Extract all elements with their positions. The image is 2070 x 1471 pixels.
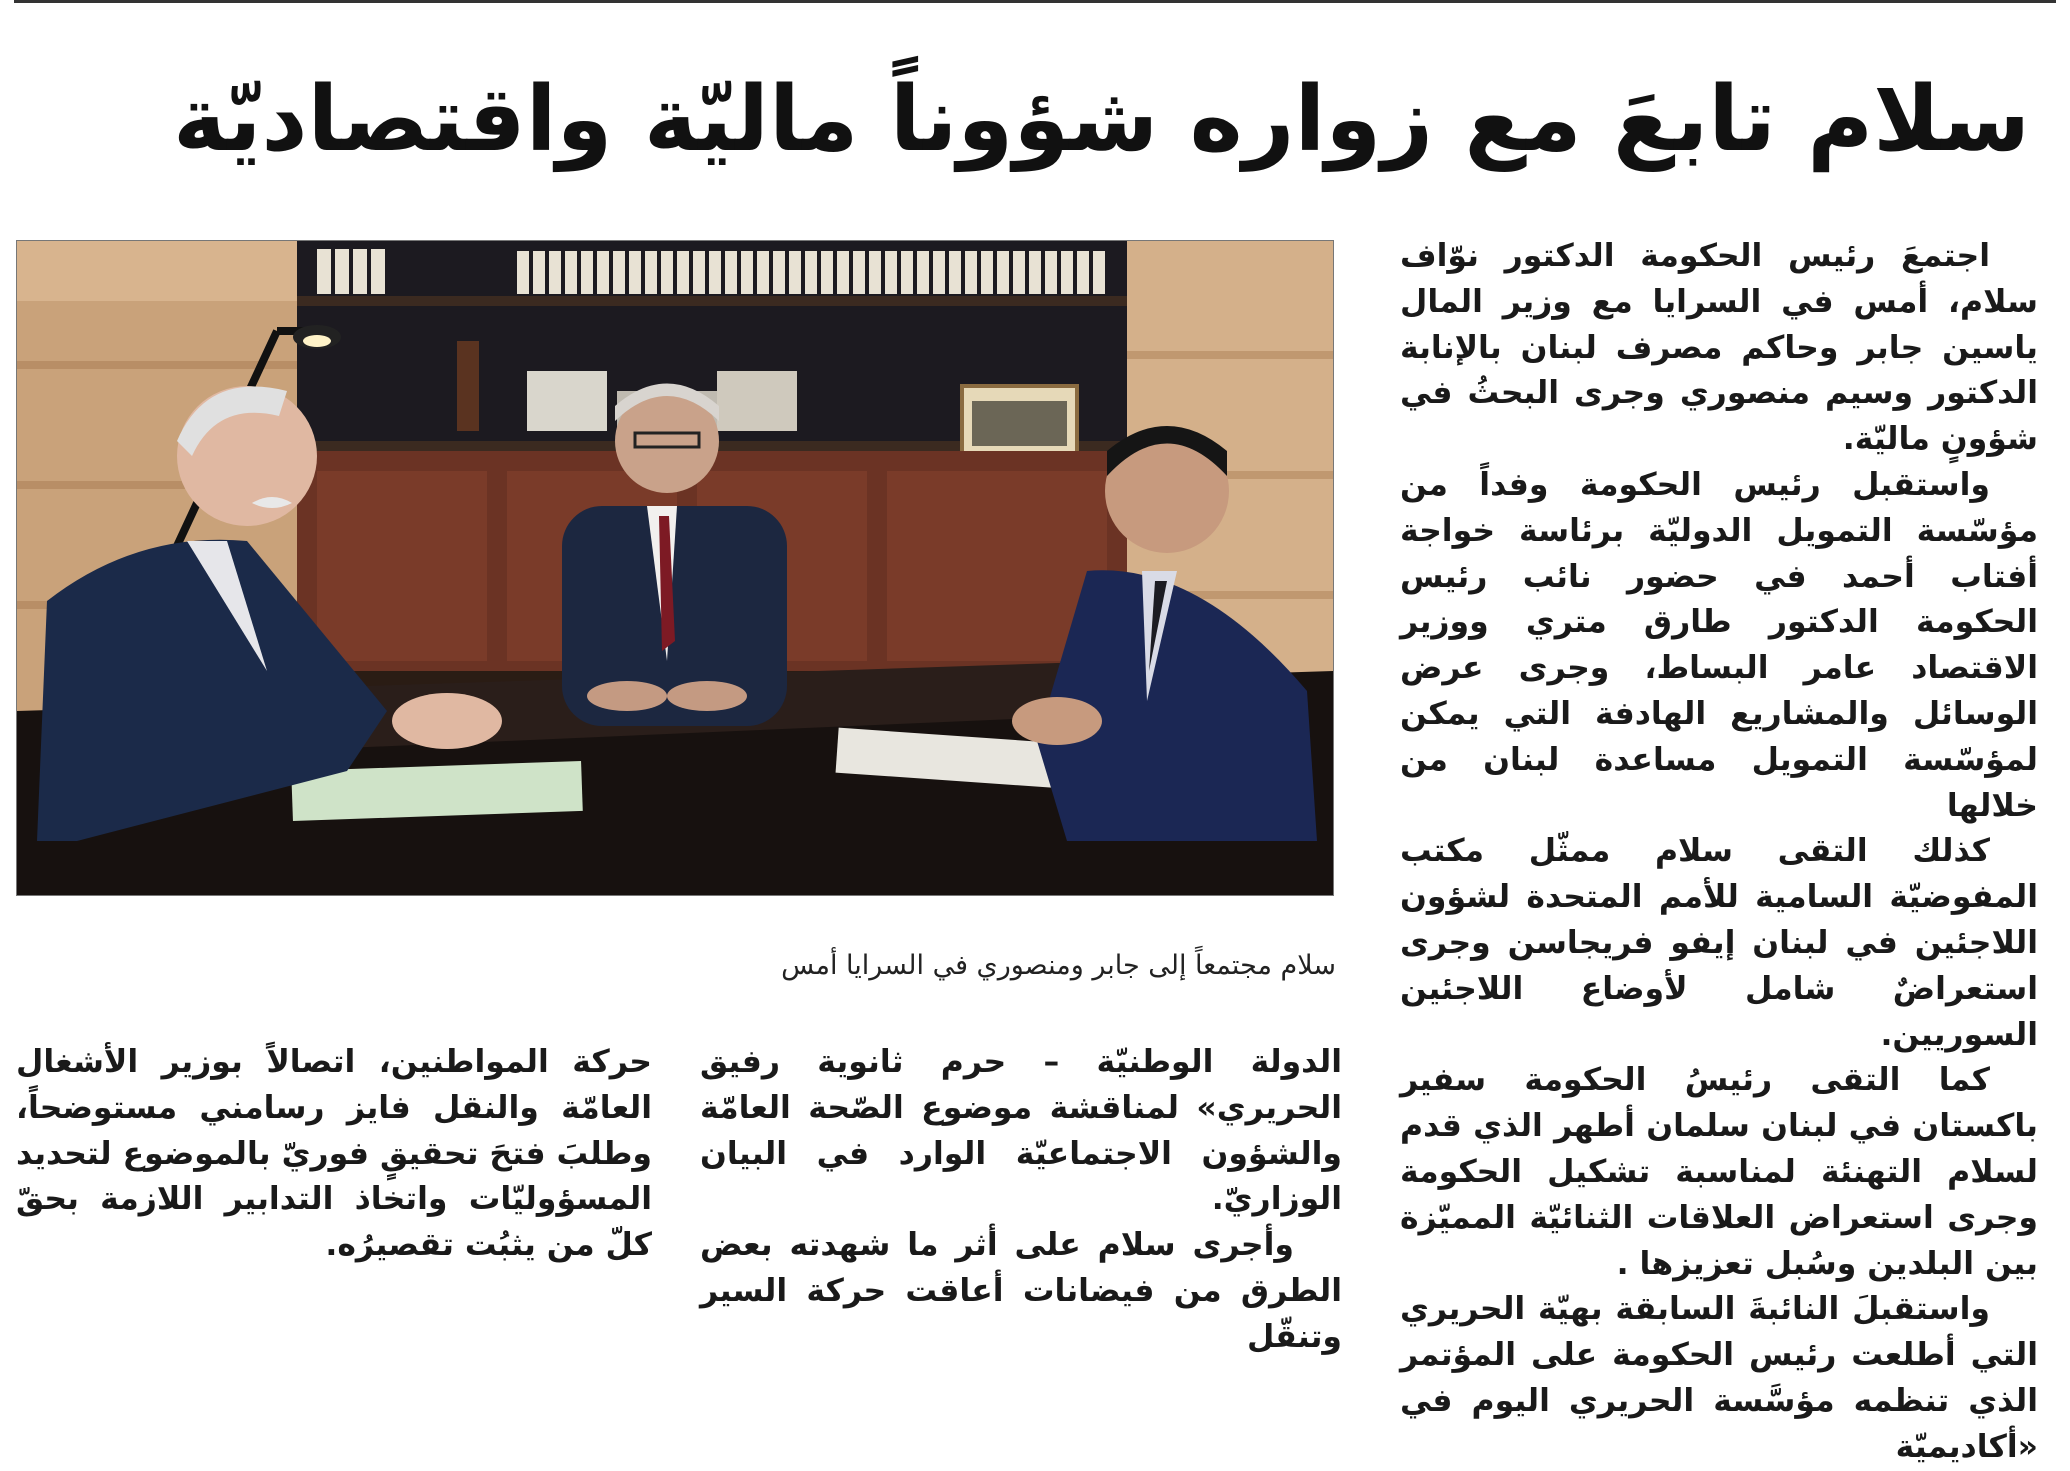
top-rule [14, 0, 2056, 3]
paragraph: واستقبل رئيس الحكومة وفداً من مؤسّسة التمويل الدوليّة برئاسة خواجة أفتاب أحمد في حضور نائب رئيس الحكومة الدكتور طارق متري ووزير الاقتصاد عامر البساط، وجرى عرض الوسائل والمشاريع الهادفة التي يمكن لمؤسّسة التمويل مساعدة لبنان من خلالها [1400, 466, 2038, 824]
paragraph: الدولة الوطنيّة – حرم ثانوية رفيق الحريري» لمناقشة موضوع الصّحة العامّة والشؤون الاجتماعيّة الوارد في البيان الوزاريّ. [700, 1044, 1342, 1218]
article-column-right [1400, 234, 2038, 1471]
paragraph: وأجرى سلام على أثر ما شهدته بعض الطرق من فيضانات أعاقت حركة السير وتنقّل [700, 1227, 1342, 1355]
photo-caption: سلام مجتمعاً إلى جابر ومنصوري في السرايا أمس [781, 950, 1336, 981]
article-column-left [16, 1040, 652, 1269]
paragraph: كذلك التقى سلام ممثّل مكتب المفوضيّة السامية للأمم المتحدة لشؤون اللاجئين في لبنان إيفو فريجاسن وجرى استعراضٌ شامل لأوضاع اللاجئين السوريين. [1400, 833, 2038, 1053]
article-column-middle [700, 1040, 1342, 1361]
paragraph: حركة المواطنين، اتصالاً بوزير الأشغال العامّة والنقل فايز رسامني مستوضحاً، وطلبَ فتحَ تحقيقٍ فوريّ بالموضوع لتحديد المسؤوليّات واتخاذ التدابير اللازمة بحقّ كلّ من يثبُت تقصيرُه. [16, 1044, 652, 1264]
meeting-photo-illustration [17, 241, 1334, 896]
news-photo [16, 240, 1334, 896]
paragraph: كما التقى رئيسُ الحكومة سفير باكستان في لبنان سلمان أطهر الذي قدم لسلام التهنئة لمناسبة تشكيل الحكومة وجرى استعراض العلاقات الثنائيّة المميّزة بين البلدين وسُبل تعزيزها . [1400, 1062, 2038, 1282]
paragraph: واستقبلَ النائبةَ السابقة بهيّة الحريري التي أطلعت رئيس الحكومة على المؤتمر الذي تنظمه مؤسَّسة الحريري اليوم في «أكاديميّة [1400, 1291, 2038, 1465]
paragraph: اجتمعَ رئيس الحكومة الدكتور نوّاف سلام، أمس في السرايا مع وزير المال ياسين جابر وحاكم مصرف لبنان بالإنابة الدكتور وسيم منصوري وجرى البحثُ في شؤونٍ ماليّة. [1400, 238, 2038, 458]
headline: سلام تابعَ مع زواره شؤوناً ماليّة واقتصاديّة [173, 67, 2030, 172]
